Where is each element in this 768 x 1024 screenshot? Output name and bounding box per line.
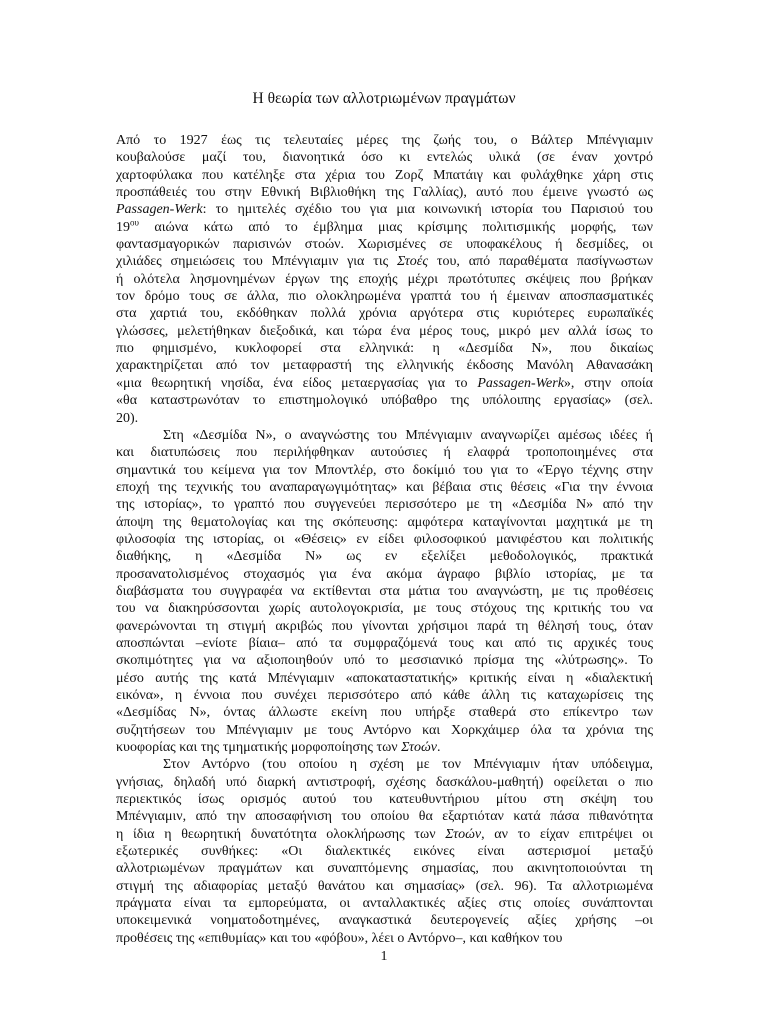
- text-segment: 19: [116, 219, 130, 235]
- text-line: [116, 236, 653, 253]
- paragraph: [116, 132, 653, 427]
- paragraph: [116, 427, 653, 757]
- italic-text: Στοών: [401, 740, 437, 756]
- text-line: [116, 930, 653, 947]
- text-line: [116, 670, 653, 687]
- text-segment: φανερώνονται τη στιγμή ακριβώς που γίνονται χρήσιμοι παρά τη θέλησή τους, όταν: [116, 618, 653, 634]
- text-line: [116, 496, 653, 513]
- text-line: [116, 462, 653, 479]
- text-line: [116, 201, 653, 218]
- text-segment: Στον Αντόρνο (του οποίου η σχέση με τον Μπένγιαμιν ήταν υπόδειγμα,: [163, 757, 653, 773]
- text-line: [116, 288, 653, 305]
- text-segment: αιώνα κάτω από το έμβλημα μιας κρίσιμης πολιτισμικής μορφής, των: [138, 219, 653, 235]
- text-segment: ή ολότελα λησμονημένων έργων της εποχής μέχρι πρωτότυπες σκέψεις που βρήκαν: [116, 271, 653, 287]
- text-segment: συζητήσεων του Μπένγιαμιν με τους Αντόρνο και Χορκχάιμερ όλα τα χρόνια της: [116, 722, 653, 738]
- text-segment: «θα καταστρωνόταν το επιστημολογικό υπόβαθρο της υπόλοιπης εργασίας» (σελ.: [116, 393, 653, 409]
- text-line: [116, 912, 653, 929]
- text-segment: 20).: [116, 410, 139, 426]
- text-segment: αλλοτριωμένων πραγμάτων και συναπτόμενης σημασίας, που ακινητοποιούνται τη: [116, 861, 653, 877]
- text-line: [116, 271, 653, 288]
- italic-text: Στοές: [396, 254, 429, 270]
- text-segment: χιλιάδες σημειώσεις του Μπένγιαμιν για τις: [116, 254, 397, 270]
- text-line: [116, 340, 653, 357]
- text-segment: φαντασμαγορικών παρισινών στοών. Χωρισμένες σε υποφακέλους ή δεσμίδες, οι: [116, 237, 653, 253]
- text-line: [116, 826, 653, 843]
- page-number: 1: [380, 949, 388, 964]
- text-line: [116, 860, 653, 877]
- text-segment: άποψη της θεματολογίας και της σκόπευσης: αμφότερα καταγίνονται μαχητικά με τη: [116, 514, 653, 530]
- text-segment: κουβαλούσε μαζί του, διανοητικά όσο κι εντελώς υλικά (σε έναν χοντρό: [116, 150, 653, 166]
- text-line: [116, 184, 653, 201]
- text-segment: τον δρόμο τους σε άλλα, πιο ολοκληρωμένα γραπτά του ή έμειναν αποσπασματικές: [116, 289, 653, 305]
- text-segment: κυοφορίας και της τμηματικής μορφοποίησης των: [116, 740, 402, 756]
- text-line: [116, 808, 653, 825]
- text-segment: του να διακηρύσσονται χωρίς αυτολογοκρισία, με τους στόχους της κριτικής του να: [116, 601, 653, 617]
- text-line: [116, 323, 653, 340]
- text-line: [116, 756, 653, 773]
- text-segment: μέσο αυτής της κατά Μπένγιαμιν «αποκαταστατικής» κριτικής είναι η «διαλεκτική: [116, 670, 653, 686]
- text-line: [116, 357, 653, 374]
- text-segment: εικόνα», η έννοια που συνέχει περισσότερο από κάθε άλλη τις καταχωρίσεις της: [116, 688, 653, 703]
- text-line: [116, 219, 653, 236]
- text-line: [116, 600, 653, 617]
- text-segment: πράγματα είναι τα εμπορεύματα, οι ανταλλακτικές αξίες στις οποίες συνάπτονται: [116, 896, 653, 912]
- text-line: [116, 149, 653, 166]
- text-segment: στιγμή της αδιαφορίας μεταξύ θανάτου και σημασίας» (σελ. 96). Τα αλλοτριωμένα: [116, 878, 653, 894]
- text-line: [116, 479, 653, 496]
- text-segment: σκοπιμότητες για να αξιοποιηθούν υπό το μεσσιανικό πρίσμα της «λύτρωσης». Το: [116, 653, 653, 669]
- text-line: [116, 618, 653, 635]
- text-line: [116, 687, 653, 704]
- text-segment: στα χαρτιά του, εκδόθηκαν πολλά χρόνια αργότερα στις κυριότερες ευρωπαϊκές: [116, 306, 653, 322]
- text-segment: φιλοσοφία της ιστορίας, οι «Θέσεις» εν είδει φιλοσοφικού μανιφέστου και πολιτικής: [116, 531, 653, 547]
- text-segment: προσπάθειές του στην Εθνική Βιβλιοθήκη της Γαλλίας), αυτό που έμεινε γνωστό ως: [116, 185, 653, 201]
- text-line: [116, 305, 653, 322]
- italic-text: Passagen-Werk: [477, 375, 564, 391]
- text-line: [116, 722, 653, 739]
- text-line: [116, 566, 653, 583]
- text-line: [116, 843, 653, 860]
- text-segment: «Δεσμίδας Ν», όντας άλλωστε εκείνη που υπήρξε σταθερά στο επίκεντρο των: [116, 705, 653, 721]
- text-segment: χαρακτηρίζεται από τον μεταφραστή της ελληνικής έκδοσης Μανόλη Αθανασάκη: [116, 358, 653, 374]
- text-line: [116, 791, 653, 808]
- text-segment: διαθήκης, η «Δεσμίδα Ν» ως εν εξελίξει μεθοδολογικός, πρακτικά: [116, 549, 653, 565]
- italic-text: Passagen-Werk: [116, 202, 203, 218]
- text-segment: , αν το είχαν επιτρέψει οι: [481, 826, 653, 842]
- italic-text: Στοών: [445, 826, 482, 842]
- text-segment: και διατυπώσεις που περιλήφθηκαν αυτούσιες ή ελαφρά τροποποιημένες στα: [116, 445, 653, 461]
- text-line: [116, 774, 653, 791]
- text-segment: του, από παραθέματα πασίγνωστων: [428, 254, 653, 270]
- text-line: [116, 704, 653, 721]
- text-segment: Στη «Δεσμίδα Ν», ο αναγνώστης του Μπένγιαμιν αναγνωρίζει αμέσως ιδέες ή: [163, 427, 653, 443]
- text-segment: η ίδια η θεωρητική δυνατότητα ολοκλήρωσης των: [116, 826, 446, 842]
- text-line: [116, 392, 653, 409]
- text-segment: Από το 1927 έως τις τελευταίες μέρες της ζωής του, ο Βάλτερ Μπένγιαμιν: [116, 133, 653, 148]
- text-segment: .: [436, 740, 441, 756]
- text-segment: προθέσεις της «επιθυμίας» και του «φόβου», λέει ο Αντόρνο–, και καθήκον του: [116, 930, 563, 946]
- text-line: [116, 253, 653, 270]
- paragraph: [116, 756, 653, 947]
- text-segment: Μπένγιαμιν, από την αποσαφήνιση του οποίου θα εξαρτιόταν κατά πάσα πιθανότητα: [116, 809, 653, 825]
- text-segment: πιο φημισμένο, κυκλοφορεί στα ελληνικά: η «Δεσμίδα Ν», που δικαίως: [116, 341, 653, 357]
- text-segment: διαβάσματα του συγγραφέα να εκτίθενται στα μάτια του αναγνώστη, με τις προθέσεις: [116, 583, 653, 599]
- document-body: [116, 132, 653, 947]
- text-segment: εξωτερικές συνθήκες: «Οι διαλεκτικές εικόνες είναι αστερισμοί μεταξύ: [116, 844, 653, 860]
- text-line: [116, 652, 653, 669]
- document-title: Η θεωρία των αλλοτριωμένων πραγμάτων: [252, 90, 516, 107]
- text-segment: γλώσσες, μελετήθηκαν διεξοδικά, και τώρα ένα μέρος τους, μικρό μεν αλλά ίσως το: [116, 323, 653, 339]
- text-line: [116, 739, 653, 756]
- text-segment: αποσπώνται –ενίοτε βίαια– από τα συμφραζόμενά τους και από τις αρχικές τους: [116, 635, 653, 651]
- text-line: [116, 375, 653, 392]
- text-line: [116, 514, 653, 531]
- text-line: [116, 878, 653, 895]
- text-line: [116, 583, 653, 600]
- text-segment: υποκειμενικά νοηματοδοτημένες, αναγκαστικά δευτερογενείς αξίες χρήσης –οι: [116, 913, 653, 929]
- text-line: [116, 531, 653, 548]
- text-segment: «μια θεωρητική νησίδα, ένα είδος μεταεργασίας για το: [116, 375, 478, 391]
- text-segment: εποχή της τεχνικής του αναπαραγωγιμότητας» και βέβαια στις θέσεις «Για την έννοια: [116, 479, 653, 495]
- text-line: [116, 167, 653, 184]
- text-line: [116, 895, 653, 912]
- text-line: [116, 410, 653, 427]
- text-segment: γνήσιας, δηλαδή υπό διαρκή αντιστροφή, σχέσης δασκάλου-μαθητή) οφείλεται ο πιο: [116, 774, 653, 790]
- superscript-text: ου: [130, 217, 139, 228]
- text-segment: προσανατολισμένος στοχασμός για ένα ακόμα άγραφο βιβλίο ιστορίας, με τα: [116, 566, 653, 582]
- text-line: [116, 548, 653, 565]
- text-segment: χαρτοφύλακα που κατέληξε στα χέρια του Ζορζ Μπατάιγ και φυλάχθηκε χάρη στις: [116, 167, 653, 183]
- text-segment: περιεκτικός ίσως ορισμός αυτού του κατευθυντήριου μίτου στη σκέψη του: [116, 792, 653, 808]
- text-segment: : το ημιτελές σχέδιο του για μια κοινωνική ιστορία του Παρισιού του: [202, 202, 653, 218]
- text-segment: », στην οποία: [563, 375, 653, 391]
- text-segment: σημαντικά του κείμενα για τον Μποντλέρ, στο δοκίμιό του για το «Έργο τέχνης στην: [116, 462, 653, 478]
- text-line: [116, 427, 653, 444]
- text-line: [116, 444, 653, 461]
- text-segment: της ιστορίας», το γραπτό που συγγενεύει περισσότερο με τη «Δεσμίδα Ν» από την: [116, 497, 653, 513]
- text-line: [116, 635, 653, 652]
- text-line: [116, 132, 653, 149]
